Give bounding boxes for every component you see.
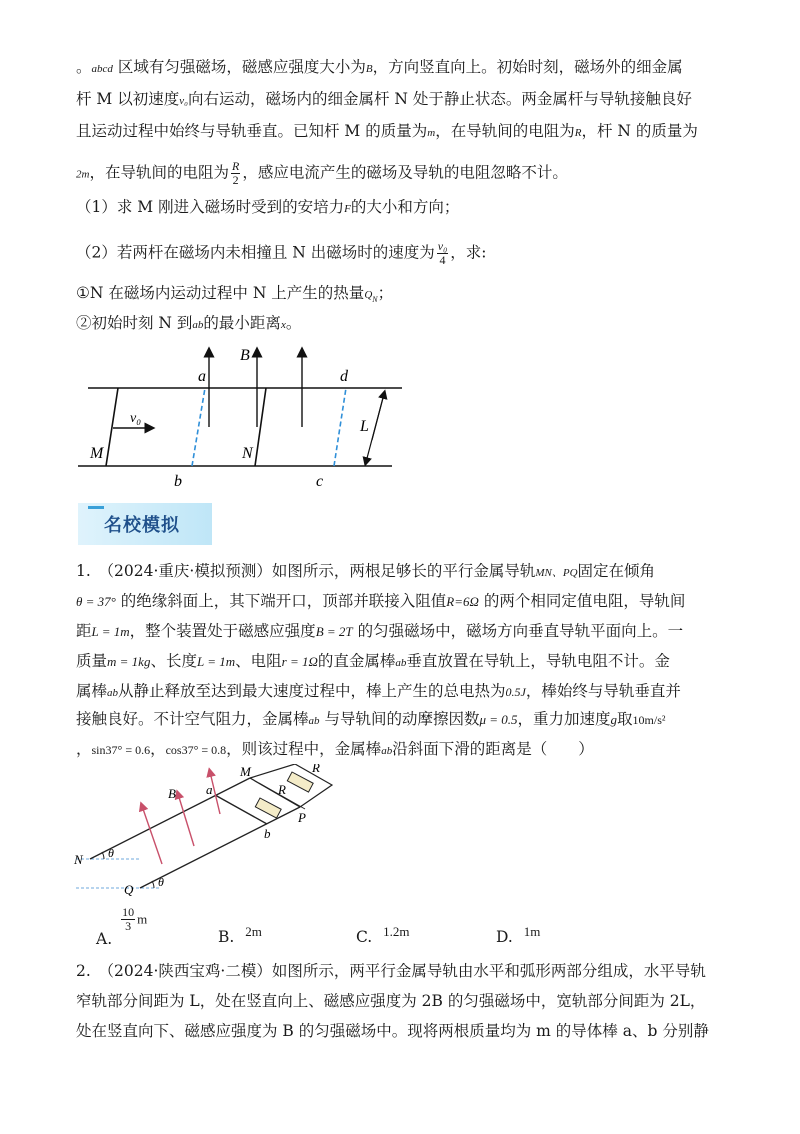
label-d: d: [340, 368, 348, 385]
boundary-ab: [192, 388, 205, 466]
q-prev-line-2: 杆 M 以初速度v₀向右运动，磁场内的细金属杆 N 处于静止状态。两金属杆与导轨接触良好: [76, 90, 692, 108]
fig2-label-r1: R: [278, 782, 286, 797]
fig2-label-p: P: [298, 810, 306, 825]
label-b-field: B: [240, 347, 250, 364]
q1-line-5: 属棒ab从静止释放至达到最大速度过程中，棒上产生的总电热为0.5J，棒始终与导轨垂直并: [76, 682, 681, 700]
q1-line-1: 1. （2024·重庆·模拟预测）如图所示，两根足够长的平行金属导轨MN、PQ固定在倾角: [76, 562, 656, 580]
field-arrow-a: [142, 806, 162, 864]
resistor-1: [255, 798, 281, 818]
q1-line-4: 质量m = 1kg、长度L = 1m、电阻r = 1Ω的直金属棒ab垂直放置在导轨上，导轨电阻不计。金: [76, 652, 670, 670]
q2-line-2: 窄轨部分间距为 L，处在竖直向上、磁感应强度为 2B 的匀强磁场中，宽轨部分间距为 2L，: [76, 992, 706, 1010]
fraction-r-over-2: $\frac{R}{2}$: [231, 159, 240, 187]
q-prev-line-1: 。abcd 区域有匀强磁场，磁感应强度大小为B，方向竖直向上。初始时刻，磁场外的细金属: [76, 58, 683, 76]
option-d[interactable]: D. $^{1m}$: [496, 924, 541, 946]
rail-pq: [140, 807, 300, 888]
fig2-label-theta-1: θ: [108, 846, 114, 860]
label-m: M: [90, 445, 104, 462]
option-a-fraction: $\frac{10}{3}$: [122, 905, 135, 933]
option-c[interactable]: C. $^{1.2m}$: [356, 924, 410, 946]
label-v0: v₀: [130, 411, 142, 426]
q-prev-sub-2: ②初始时刻 N 到ab的最小距离x。: [76, 314, 302, 332]
fig2-label-m: M: [240, 764, 251, 779]
badge-accent-bar: [88, 506, 104, 509]
boundary-dc: [334, 388, 346, 466]
resistor-2: [287, 772, 313, 792]
angle-arc-lower: [152, 881, 154, 888]
fig2-label-b: b: [264, 826, 271, 841]
label-c: c: [316, 473, 324, 490]
q2-line-1: 2. （2024·陕西宝鸡·二模）如图所示，两平行金属导轨由水平和弧形两部分组成，水平导轨: [76, 962, 706, 980]
label-a: a: [198, 368, 206, 385]
q-prev-line-4: 2m，在导轨间的电阻为 $\frac{R}{2}$ ，感应电流产生的磁场及导轨的电阻忽略不计。: [76, 159, 568, 187]
fig2-label-q: Q: [124, 882, 134, 897]
fig2-label-b-field: B: [168, 786, 176, 801]
q-prev-line-3: 且运动过程中始终与导轨垂直。已知杆 M 的质量为m，在导轨间的电阻为R，杆 N 的质量为: [76, 122, 698, 140]
q1-line-3: 距L = 1m，整个装置处于磁感应强度B = 2T 的匀强磁场中，磁场方向垂直导轨平面向上。一: [76, 622, 684, 640]
q1-line-7: ，sin37° = 0.6，cos37° = 0.8，则该过程中，金属棒ab沿斜面下滑的距离是（ ）: [76, 740, 594, 758]
option-a[interactable]: A. $\frac{10}{3}$ m: [96, 905, 148, 948]
width-arrow-rev: [372, 394, 384, 440]
option-b[interactable]: B. $^{2m}$: [218, 924, 262, 946]
q2-line-3: 处在竖直向下、磁感应强度为 B 的匀强磁场中。现将两根质量均为 m 的导体棒 a、b 分别静: [76, 1022, 709, 1040]
fig2-label-theta-2: θ: [158, 875, 164, 889]
q-prev-part-1: （1）求 M 刚进入磁场时受到的安培力F的大小和方向；: [76, 198, 460, 216]
fraction-v0-over-4: $\frac{\text{v₀}}{4}$: [437, 239, 448, 267]
fig2-label-n: N: [74, 852, 83, 867]
figure-rails-mn: [0, 0, 800, 500]
fig2-label-r2: R: [312, 764, 320, 775]
field-arrow-b: [178, 794, 194, 846]
q-prev-part-2: （2）若两杆在磁场内未相撞且 N 出磁场时的速度为 $\frac{\text{v₀}}{4}$ ，求:: [76, 239, 487, 267]
section-badge-title: 名校模拟: [104, 515, 180, 536]
q-prev-sub-1: ①N 在磁场内运动过程中 N 上产生的热量$Q_N$；: [76, 284, 394, 305]
fig2-label-a: a: [206, 782, 213, 797]
q1-line-6: 接触良好。不计空气阻力，金属棒ab 与导轨间的动摩擦因数μ = 0.5，重力加速度g取10m/s²: [76, 710, 666, 728]
figure-inclined-rails: [70, 764, 370, 910]
label-l: L: [360, 418, 369, 435]
section-badge: [78, 503, 212, 545]
label-n: N: [242, 445, 253, 462]
label-b: b: [174, 473, 182, 490]
q1-line-2: θ = 37° 的绝缘斜面上，其下端开口，顶部并联接入阻值R=6Ω 的两个相同定值电阻，导轨间: [76, 592, 686, 610]
angle-arc-upper: [102, 852, 104, 859]
rod-m: [106, 388, 118, 466]
